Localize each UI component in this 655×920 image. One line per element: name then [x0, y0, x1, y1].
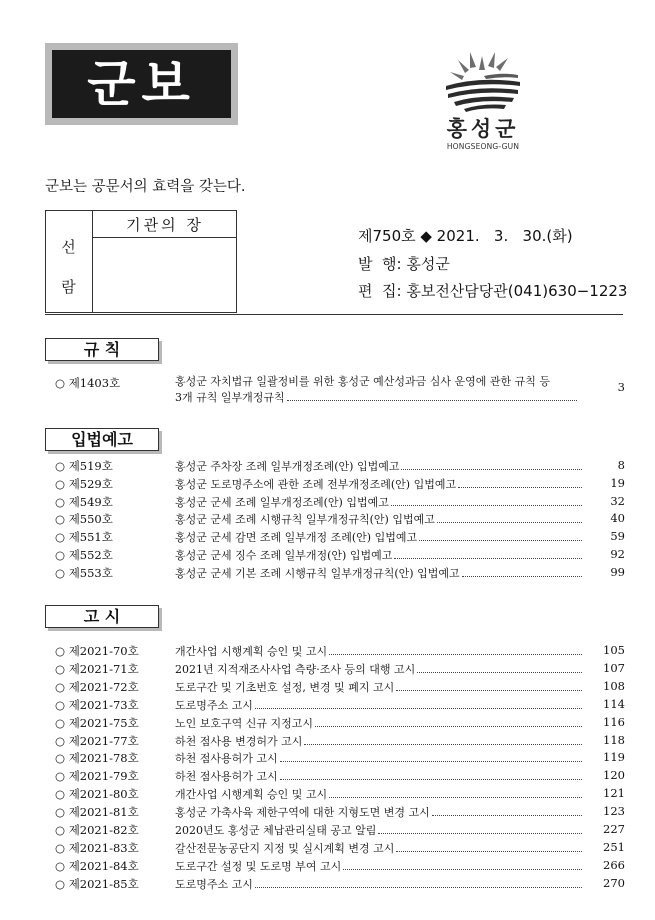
item-page: 108: [603, 678, 625, 693]
item-title: [175, 494, 585, 510]
item-page: 32: [610, 493, 625, 508]
item-title-text: 갈산전문농공단지 지정 및 실시계획 변경 고시: [175, 841, 395, 855]
item-title-text: 홍성군 가축사육 제한구역에 대한 지형도면 변경 고시: [175, 806, 430, 820]
item-title: [175, 529, 585, 545]
item-number: ○ 제2021-73호: [55, 697, 139, 712]
item-page: 59: [610, 529, 625, 544]
masthead-title: 군보: [52, 50, 231, 118]
issue-number: 제750호 ◆ 2021. 3. 30.(화): [358, 227, 573, 245]
item-title-text: 도로구간 설정 및 도로명 부여 고시: [175, 859, 342, 873]
item-title-text: 홍성군 도로명주소에 관한 조례 전부개정조례(안) 입법예고: [175, 477, 457, 491]
section-heading-rules: 규 칙: [45, 338, 159, 361]
item-page: 19: [610, 475, 625, 490]
leader-dots: [329, 797, 582, 798]
circulation-box-header: 기관의 장: [126, 216, 204, 234]
leader-dots: [255, 708, 582, 709]
item-title: [175, 715, 585, 731]
item-number: ○ 제549호: [55, 494, 113, 509]
list-item: [45, 858, 625, 876]
section-heading-announcements: 고 시: [45, 605, 159, 628]
item-title-text: 하천 점사용 변경허가 고시: [175, 734, 303, 748]
leader-dots: [391, 505, 582, 506]
item-number: ○ 제2021-72호: [55, 679, 139, 694]
item-title: [175, 458, 585, 474]
item-page: 119: [603, 750, 625, 765]
item-title-text: 홍성군 군세 감면 조례 일부개정 조례(안) 입법예고: [175, 531, 418, 545]
item-page: 8: [617, 458, 625, 472]
list-item: [45, 768, 625, 786]
item-title: [175, 733, 585, 749]
item-title-line: 홍성군 자치법규 일괄정비를 위한 홍성군 예산성과금 심사 운영에 관한 규칙 등: [175, 375, 550, 388]
item-title: [175, 840, 585, 856]
item-page: 116: [603, 714, 625, 729]
header-rule: [45, 314, 623, 315]
item-title-text: 2020년도 홍성군 체납관리실태 공고 알림: [175, 824, 377, 837]
item-page: 114: [603, 696, 625, 711]
list-item: [45, 840, 625, 858]
leader-dots: [304, 744, 582, 745]
item-page: 92: [610, 547, 625, 561]
item-page: 120: [603, 768, 625, 783]
item-page: 123: [603, 804, 625, 819]
item-title: [175, 822, 585, 838]
item-title-text: 하천 점사용허가 고시: [175, 752, 278, 766]
item-number: ○ 제2021-71호: [55, 661, 139, 676]
item-title-text: 홍성군 군세 징수 조례 일부개정(안) 입법예고: [175, 549, 393, 562]
leader-dots: [432, 815, 582, 816]
leader-dots: [315, 726, 582, 727]
item-title-text: 개간사업 시행계획 승인 및 고시: [175, 645, 328, 658]
leader-dots: [343, 869, 582, 870]
item-title: [175, 697, 585, 713]
list-item: [45, 458, 625, 476]
item-page: 99: [610, 564, 625, 579]
item-number: ○ 제552호: [55, 548, 113, 562]
leader-dots: [255, 887, 582, 888]
item-number: ○ 제2021-80호: [55, 787, 139, 802]
list-item: [45, 565, 625, 583]
list-item: [45, 547, 625, 565]
issue-editor: 편 집: 홍보전산담당관(041)630−1223: [358, 282, 628, 300]
section-heading-legislative: 입법예고: [45, 428, 159, 451]
item-page: 270: [603, 875, 625, 890]
item-title: [175, 547, 585, 563]
item-page: 227: [603, 822, 625, 836]
list-item: [45, 733, 625, 751]
circulation-char: 람: [61, 278, 76, 296]
item-number: ○ 제2021-78호: [55, 751, 139, 766]
item-title-text: 도로명주소 고시: [175, 698, 253, 712]
list-item: [45, 494, 625, 512]
item-title: [175, 643, 585, 659]
item-title: [175, 804, 585, 820]
logo-subtitle: HONGSEONG-GUN: [446, 142, 520, 151]
item-title-line2: [175, 389, 580, 405]
item-number: ○ 제2021-82호: [55, 823, 139, 837]
item-title-text: 도로구간 및 기초번호 설정, 변경 및 폐지 고시: [175, 680, 395, 694]
item-title: [175, 661, 585, 677]
item-page: 121: [603, 786, 625, 801]
item-title: [175, 565, 585, 581]
item-number: ○ 제553호: [55, 565, 113, 580]
circulation-box-header-rule: [92, 237, 237, 238]
issue-publisher: 발 행: 홍성군: [358, 255, 450, 273]
item-number: ○ 제2021-85호: [55, 876, 139, 891]
item-number: ○ 제550호: [55, 512, 113, 527]
item-title: [175, 858, 585, 874]
item-page: 266: [603, 857, 625, 872]
item-title: [175, 876, 585, 892]
item-number: ○ 제551호: [55, 530, 113, 545]
list-item: [45, 876, 625, 894]
item-title-text: 홍성군 주차장 조례 일부개정조례(안) 입법예고: [175, 460, 400, 473]
tagline: 군보는 공문서의 효력을 갖는다.: [45, 179, 246, 195]
list-item: [45, 786, 625, 804]
list-item: [45, 822, 625, 840]
leader-dots: [417, 672, 582, 673]
item-title: [175, 511, 585, 527]
item-title-text: 3개 규칙 일부개정규칙: [175, 391, 285, 404]
item-number: ○ 제2021-77호: [55, 733, 139, 748]
item-page: 40: [610, 511, 625, 526]
item-number: ○ 제2021-79호: [55, 769, 139, 784]
list-item: [45, 661, 625, 679]
list-item: [45, 750, 625, 768]
item-page: 107: [603, 660, 625, 675]
item-title: [175, 373, 580, 405]
list-item: [45, 373, 625, 403]
item-number: ○ 제2021-70호: [55, 644, 139, 658]
item-number: ○ 제2021-84호: [55, 858, 139, 873]
list-item: [45, 697, 625, 715]
item-title-text: 도로명주소 고시: [175, 877, 253, 891]
list-item: [45, 679, 625, 697]
item-page: 118: [603, 732, 625, 747]
list-item: [45, 476, 625, 494]
item-title: [175, 476, 585, 492]
item-title-text: 2021년 지적재조사사업 측량·조사 등의 대행 고시: [175, 662, 416, 676]
leader-dots: [329, 654, 582, 655]
list-item: [45, 715, 625, 733]
logo-name: 홍성군: [446, 116, 520, 141]
leader-dots: [462, 576, 582, 577]
circulation-char: 선: [61, 238, 76, 256]
list-item: [45, 511, 625, 529]
item-number: ○ 제2021-83호: [55, 840, 139, 855]
item-title-text: 홍성군 군세 조례 일부개정조례(안) 입법예고: [175, 495, 389, 509]
item-number: ○ 제2021-81호: [55, 805, 139, 820]
item-title-text: 하천 점사용허가 고시: [175, 770, 278, 784]
item-title-text: 노인 보호구역 신규 지정고시: [175, 716, 314, 730]
item-title-text: 홍성군 군세 조례 시행규칙 일부개정규칙(안) 입법예고: [175, 513, 435, 527]
hongseong-emblem-icon: [440, 48, 524, 114]
item-title: [175, 786, 585, 802]
leader-dots: [287, 400, 577, 401]
item-title-text: 개간사업 시행계획 승인 및 고시: [175, 788, 328, 802]
leader-dots: [401, 469, 582, 470]
leader-dots: [437, 522, 582, 523]
leader-dots: [280, 761, 582, 762]
leader-dots: [394, 558, 582, 559]
item-title: [175, 750, 585, 766]
item-page: 251: [603, 839, 625, 854]
item-page: 3: [617, 380, 625, 394]
item-title: [175, 768, 585, 784]
item-page: 105: [603, 643, 625, 657]
item-number: ○ 제519호: [55, 459, 113, 473]
leader-dots: [396, 690, 582, 691]
item-number: ○ 제1403호: [55, 376, 121, 390]
list-item: [45, 804, 625, 822]
leader-dots: [396, 851, 582, 852]
item-title: [175, 679, 585, 695]
item-number: ○ 제529호: [55, 476, 113, 491]
leader-dots: [458, 487, 582, 488]
leader-dots: [280, 779, 582, 780]
item-title-text: 홍성군 군세 기본 조례 시행규칙 일부개정규칙(안) 입법예고: [175, 566, 460, 580]
list-item: [45, 643, 625, 661]
leader-dots: [378, 833, 582, 834]
list-item: [45, 529, 625, 547]
leader-dots: [419, 540, 582, 541]
item-number: ○ 제2021-75호: [55, 715, 139, 730]
